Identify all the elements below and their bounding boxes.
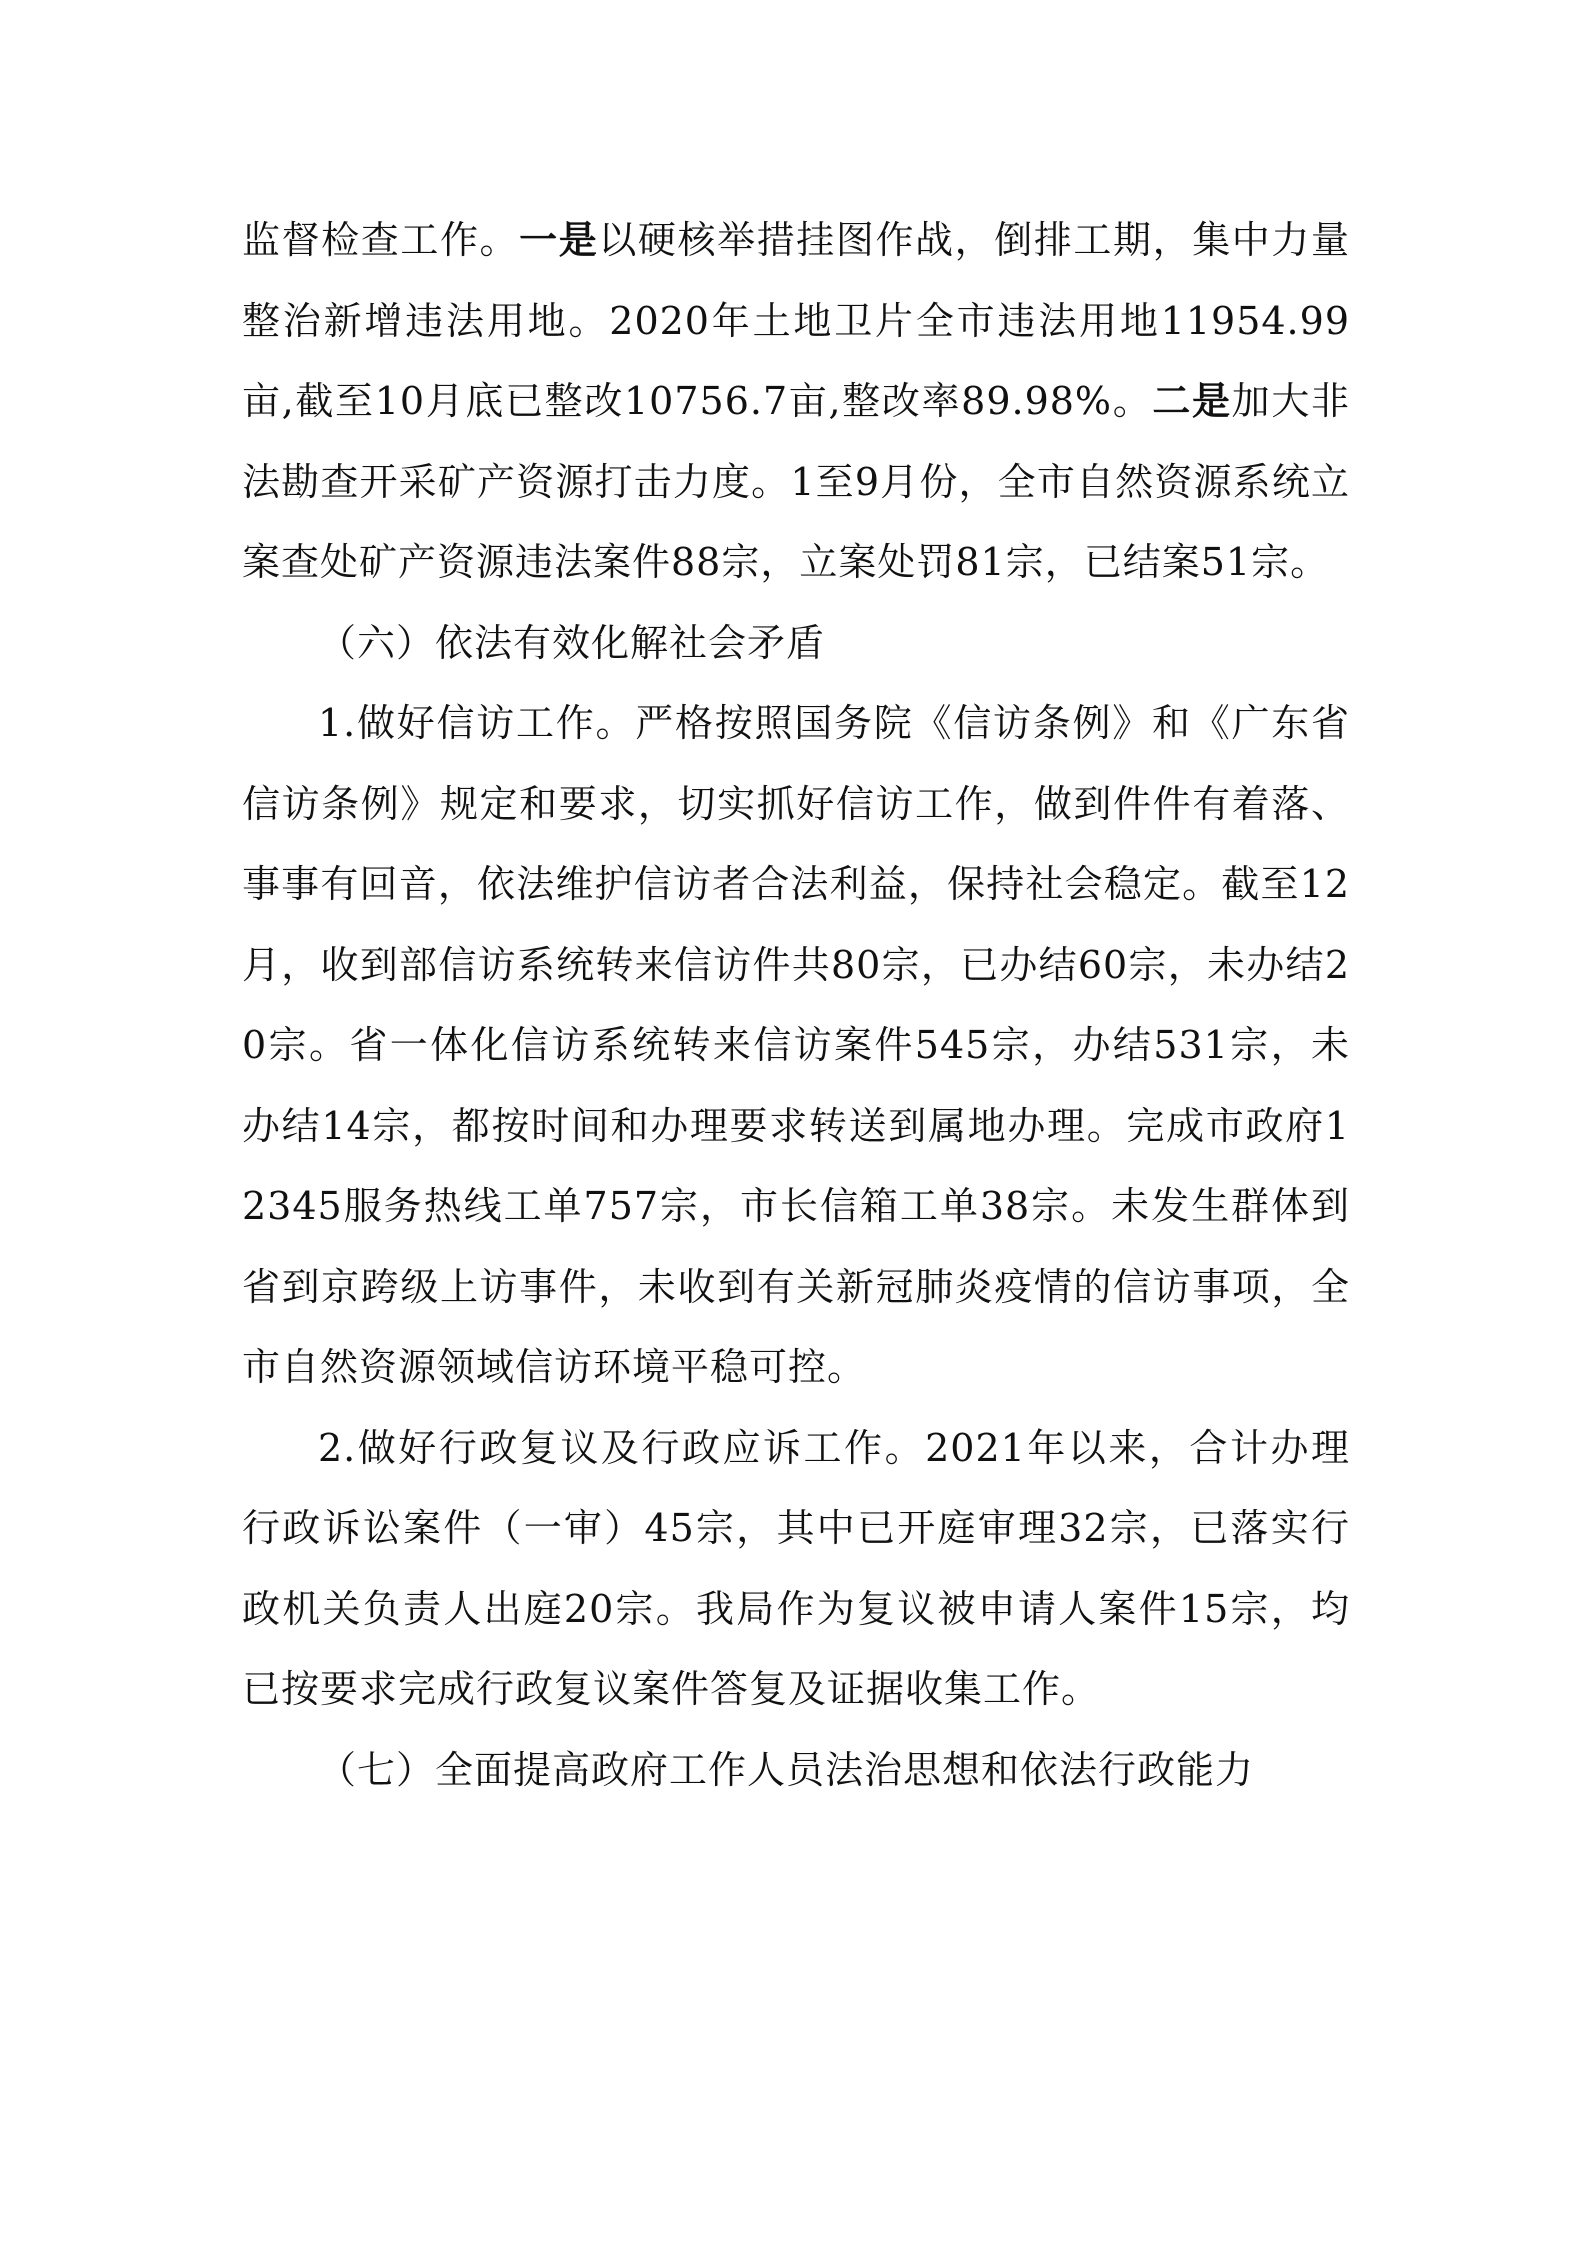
marker-second: 二是 xyxy=(1152,378,1232,423)
section-heading-seven: （七）全面提高政府工作人员法治思想和依法行政能力 xyxy=(318,1747,1255,1792)
paragraph-enforcement-intro: 监督检查工作。 xyxy=(242,218,520,262)
paragraph-enforcement-second-text: 加大非法勘查开采矿产资源打击力度。1至9月份，全市自然资源系统立案查处矿产资源违法案件88宗，立案处罚81宗，已结案51宗。 xyxy=(242,379,1350,584)
marker-first: 一是 xyxy=(519,217,599,262)
paragraph-enforcement-first-text: 以硬核举措挂图作战，倒排工期，集中力量整治新增违法用地。2020年土地卫片全市违法用地11954.99亩,截至10月底已整改10756.7亩,整改率89.98%。 xyxy=(242,218,1350,423)
section-heading-six: （六）依法有效化解社会矛盾 xyxy=(318,620,826,665)
document-body xyxy=(242,200,1350,1810)
paragraph-administrative-review: 2.做好行政复议及行政应诉工作。2021年以来，合计办理行政诉讼案件（一审）45宗，其中已开庭审理32宗，已落实行政机关负责人出庭20宗。我局作为复议被申请人案件15宗，均已按要求完成行政复议案件答复及证据收集工作。 xyxy=(242,1425,1350,1711)
paragraph-petition-work: 1.做好信访工作。严格按照国务院《信访条例》和《广东省信访条例》规定和要求，切实抓好信访工作，做到件件有着落、事事有回音，依法维护信访者合法利益，保持社会稳定。截至12月，收到部信访系统转来信访件共80宗，已办结60宗，未办结20宗。省一体化信访系统转来信访案件545宗，办结531宗，未办结14宗，都按时间和办理要求转送到属地办理。完成市政府12345服务热线工单757宗，市长信箱工单38宗。未发生群体到省到京跨级上访事件，未收到有关新冠肺炎疫情的信访事项，全市自然资源领域信访环境平稳可控。 xyxy=(242,701,1350,1389)
paragraph-enforcement xyxy=(242,200,1350,603)
